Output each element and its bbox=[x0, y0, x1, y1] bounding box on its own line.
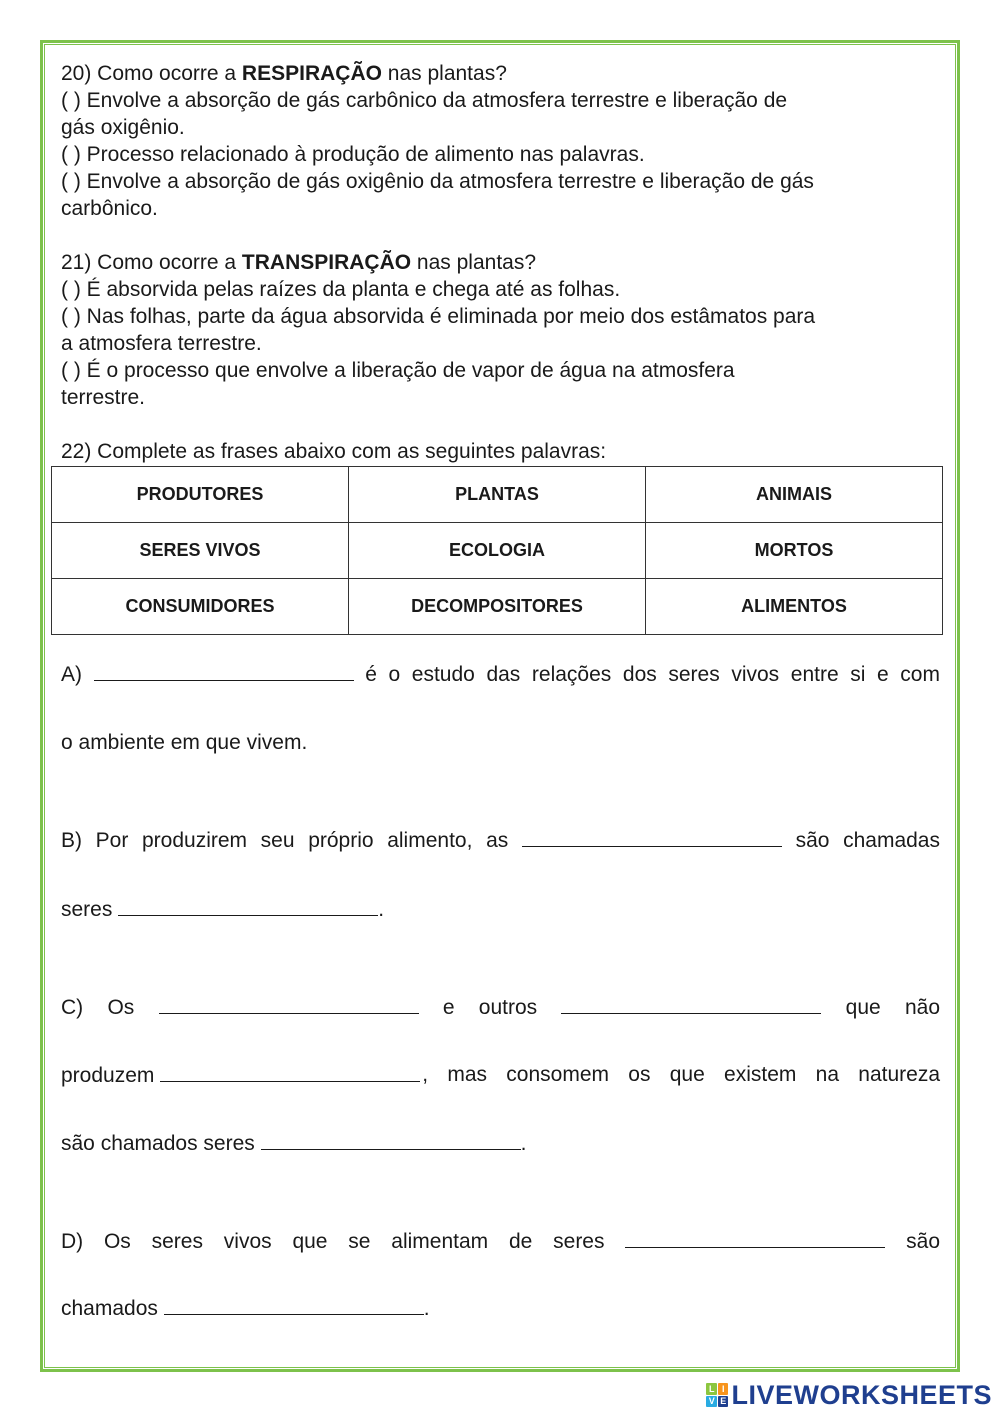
blank-c-4[interactable] bbox=[261, 1129, 521, 1150]
blank-d-1[interactable] bbox=[625, 1227, 885, 1248]
word-bank-row bbox=[52, 579, 943, 635]
q20-option-1-cont: gás oxigênio. bbox=[61, 116, 185, 139]
q21-option-2-cont: a atmosfera terrestre. bbox=[61, 332, 262, 355]
sentence-b-line-1: B) Por produzirem seu próprio alimento, as são chamadas bbox=[61, 826, 940, 854]
sentence-d-line-2: chamados . bbox=[61, 1294, 940, 1322]
sentence-c-line-1: C) Os e outros que não bbox=[61, 993, 940, 1021]
word-bank-cell: ALIMENTOS bbox=[646, 579, 943, 635]
questions-20-21 bbox=[61, 60, 941, 465]
word-bank-cell: ECOLOGIA bbox=[349, 523, 646, 579]
word-bank-row bbox=[52, 523, 943, 579]
word-bank-cell: ANIMAIS bbox=[646, 467, 943, 523]
word-bank-cell: DECOMPOSITORES bbox=[349, 579, 646, 635]
word-bank-cell: PLANTAS bbox=[349, 467, 646, 523]
word-bank-cell: SERES VIVOS bbox=[52, 523, 349, 579]
liveworksheets-mark-icon: L I V E bbox=[706, 1383, 728, 1407]
sentence-b-line-2: seres . bbox=[61, 895, 940, 923]
sentence-a-line-2: o ambiente em que vivem. bbox=[61, 731, 308, 754]
liveworksheets-logo bbox=[706, 1378, 992, 1412]
q20-title: 20) Como ocorre a RESPIRAÇÃO nas plantas? bbox=[61, 62, 507, 85]
q20-option-3: ( ) Envolve a absorção de gás oxigênio da atmosfera terrestre e liberação de gás bbox=[61, 170, 814, 193]
word-bank-cell: MORTOS bbox=[646, 523, 943, 579]
blank-c-2[interactable] bbox=[561, 993, 821, 1014]
blank-c-1[interactable] bbox=[159, 993, 419, 1014]
word-bank-cell: PRODUTORES bbox=[52, 467, 349, 523]
sentence-c-line-3: são chamados seres . bbox=[61, 1129, 940, 1157]
q20-option-2: ( ) Processo relacionado à produção de alimento nas palavras. bbox=[61, 143, 645, 166]
blank-a-1[interactable] bbox=[94, 660, 354, 681]
q21-option-1: ( ) É absorvida pelas raízes da planta e chega até as folhas. bbox=[61, 278, 621, 301]
q21-option-3: ( ) É o processo que envolve a liberação de vapor de água na atmosfera bbox=[61, 359, 735, 382]
q21-option-2: ( ) Nas folhas, parte da água absorvida é eliminada por meio dos estâmatos para bbox=[61, 305, 816, 328]
liveworksheets-brand: LIVEWORKSHEETS bbox=[731, 1379, 992, 1410]
q20-option-1: ( ) Envolve a absorção de gás carbônico da atmosfera terrestre e liberação de bbox=[61, 89, 788, 112]
blank-b-2[interactable] bbox=[118, 895, 378, 916]
word-bank-table bbox=[51, 466, 943, 635]
blank-b-1[interactable] bbox=[522, 826, 782, 847]
q22-title: 22) Complete as frases abaixo com as seguintes palavras: bbox=[61, 440, 607, 463]
q21-title: 21) Como ocorre a TRANSPIRAÇÃO nas plantas? bbox=[61, 251, 537, 274]
blank-c-3[interactable] bbox=[160, 1061, 420, 1082]
sentence-c-line-2: produzem , mas consomem os que existem na natureza bbox=[61, 1063, 940, 1087]
q20-option-3-cont: carbônico. bbox=[61, 197, 158, 220]
q21-option-3-cont: terrestre. bbox=[61, 386, 146, 409]
blank-d-2[interactable] bbox=[164, 1294, 424, 1315]
word-bank-row bbox=[52, 467, 943, 523]
word-bank-cell: CONSUMIDORES bbox=[52, 579, 349, 635]
sentence-d-line-1: D) Os seres vivos que se alimentam de seres são bbox=[61, 1227, 940, 1255]
sentence-a-line-1: A) é o estudo das relações dos seres vivos entre si e com bbox=[61, 660, 940, 688]
